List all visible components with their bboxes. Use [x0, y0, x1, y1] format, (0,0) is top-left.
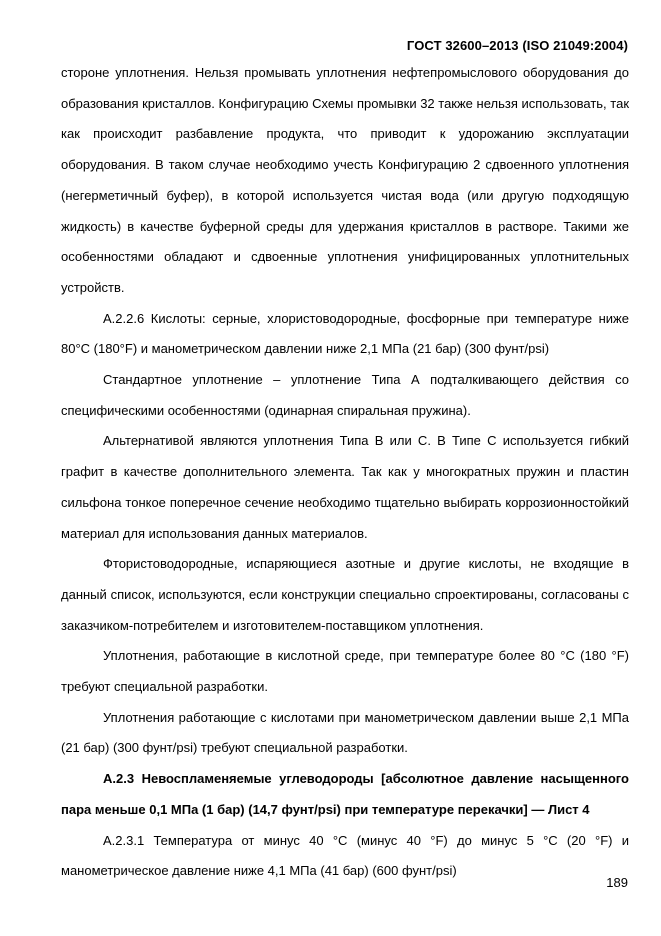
- paragraph-acid-pressure: Уплотнения работающие с кислотами при манометрическом давлении выше 2,1 МПа (21 бар) (300 фунт/psi) требуют специальной разработки.: [61, 709, 629, 756]
- paragraph-a2-3-1: А.2.3.1 Температура от минус 40 °С (минус 40 °F) до минус 5 °С (20 °F) и манометрическое давление ниже 4,1 МПа (41 бар) (600 фунт/psi): [61, 832, 629, 879]
- paragraph-a2-2-6: А.2.2.6 Кислоты: серные, хлористоводородные, фосфорные при температуре ниже 80°С (180°F) и манометрическом давлении ниже 2,1 МПа (21 бар) (300 фунт/psi): [61, 310, 629, 357]
- paragraph-acid-temperature: Уплотнения, работающие в кислотной среде, при температуре более 80 °С (180 °F) требуют специальной разработки.: [61, 648, 629, 695]
- paragraph-standard-seal: Стандартное уплотнение – уплотнение Типа А подталкивающего действия со специфическими особенностями (одинарная спиральная пружина).: [61, 372, 629, 418]
- page-number: 189: [606, 875, 628, 890]
- paragraph-alternative: Альтернативой являются уплотнения Типа В или С. В Типе С используется гибкий графит в качестве дополнительного элемента. Так как у многократных пружин и пластин сильфона тонкое поперечное сечение необходимо тщательно выбирать коррозионностойкий материал для использования данных материалов.: [61, 433, 629, 541]
- paragraph-other-acids: Фтористоводородные, испаряющиеся азотные и другие кислоты, не входящие в данный список, используются, если конструкции специально спроектированы, согласованы с заказчиком-потребителем и изготовителем-поставщиком уплотнения.: [61, 556, 629, 633]
- document-header: ГОСТ 32600–2013 (ISO 21049:2004): [406, 38, 628, 53]
- section-heading-a2-3: А.2.3 Невоспламеняемые углеводороды [абсолютное давление насыщенного пара меньше 0,1 МПа (1 бар) (14,7 фунт/psi) при температуре перекачки] — Лист 4: [61, 771, 629, 817]
- paragraph-continuation: стороне уплотнения. Нельзя промывать уплотнения нефтепромыслового оборудования до образования кристаллов. Конфигурацию Схемы промывки 32 также нельзя использовать, так как происходит разбавление продукта, что приводит к удорожанию эксплуатации оборудования. В таком случае необходимо учесть Конфигурацию 2 сдвоенного уплотнения (негерметичный буфер), в которой используется чистая вода (или другую подходящую жидкость) в качестве буферной среды для удержания кристаллов в растворе. Такими же особенностями обладают и сдвоенные уплотнения унифицированных уплотнительных устройств.: [61, 65, 630, 295]
- document-body: [61, 58, 629, 887]
